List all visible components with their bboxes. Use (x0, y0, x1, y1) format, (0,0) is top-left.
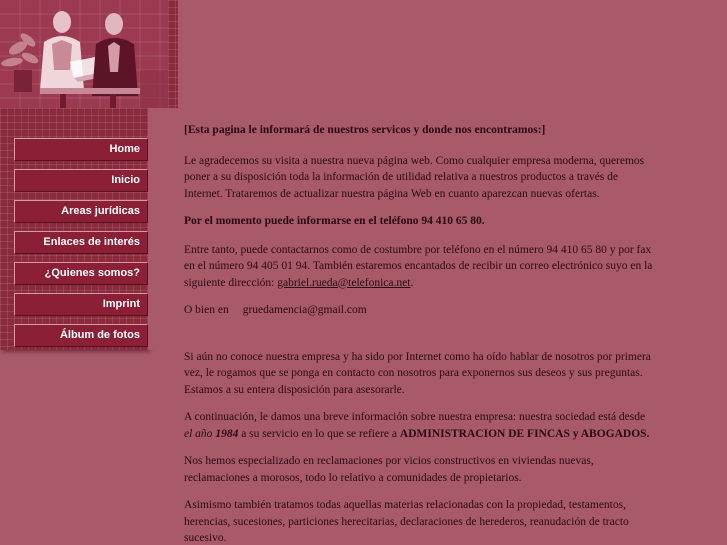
nav-inicio-button[interactable] (14, 169, 148, 192)
page-heading: [Esta pagina le informará de nuestros servicos y donde nos encontramos:] (184, 124, 546, 136)
nav-inicio-label: Inicio (111, 174, 140, 186)
nav-album-fotos-label: Álbum de fotos (59, 329, 140, 341)
nav-areas-juridicas-label: Areas jurídicas (61, 205, 140, 217)
nav-quienes-somos-label: ¿Quienes somos? (44, 267, 140, 279)
matters-paragraph: Asimismo también tratamos todas aquellas materias relacionadas con la propiedad, testamentos, herencias, sucesiones, particiones herecitarias, declaraciones de herederos, reanudación de tracto sucesivo. (184, 499, 629, 544)
nav-areas-juridicas-button[interactable] (14, 200, 148, 223)
email-link-telefonica[interactable]: gabriel.rueda@telefonica.net (277, 276, 411, 289)
alt-email-address: gruedamencia@gmail.com (242, 304, 367, 316)
about-paragraph: Si aún no conoce nuestra empresa y ha sido por Internet como ha oído hablar de nosotros por primera vez, le rogamos que se ponga en contacto con nosotros para exponernos sus deseos y sus preguntas. Estamos a su entera disposición para asesorarle. (184, 350, 651, 396)
phone-info: Por el momento puede informarse en el teléfono 94 410 65 80. (184, 215, 485, 227)
nav-home-button[interactable] (14, 138, 148, 161)
nav-enlaces-label: Enlaces de interés (43, 236, 140, 248)
alt-email-line (184, 302, 654, 319)
business-people-photo-icon (0, 0, 168, 108)
main-content (184, 120, 654, 545)
nav-imprint-label: Imprint (102, 298, 140, 310)
contact-paragraph (184, 242, 654, 292)
company-year: 1984 (215, 427, 239, 440)
company-text-b: a su servicio en lo que se refiere a (238, 427, 400, 440)
nav-enlaces-button[interactable] (14, 231, 148, 254)
company-year-prefix: el año (184, 427, 216, 440)
welcome-paragraph: Le agradecemos su visita a nuestra nueva página web. Como cualquier empresa moderna, queremos poner a su disposición toda la información de utilidad relativa a nuestros productos a través de Internet. Trataremos de actualizar nuestra página Web en cuanto aparezcan nuevas ofertas. (184, 154, 645, 200)
company-services: ADMINISTRACION DE FINCAS y ABOGADOS. (399, 427, 650, 440)
main-navigation (14, 138, 144, 355)
nav-home-label: Home (109, 143, 140, 155)
contact-text-end: . (410, 276, 414, 289)
nav-album-fotos-button[interactable] (14, 324, 148, 347)
company-paragraph (184, 409, 654, 442)
contact-text: Entre tanto, puede contactarnos como de costumbre por teléfono en el número 94 410 65 80 y por fax en el número 94 405 01 94. También estaremos encantados de recibir un correo electrónico suyo en la siguiente dirección: (184, 243, 653, 289)
layout-cut (148, 108, 178, 350)
nav-imprint-button[interactable] (14, 293, 148, 316)
company-text-a: A continuación, le damos una breve información sobre nuestra empresa: nuestra sociedad está desde (184, 411, 646, 423)
specialization-paragraph: Nos hemos especializado en reclamaciones por vicios constructivos en viviendas nuevas, reclamaciones a morosos, todo lo relativo a comunidades de propietarios. (184, 455, 594, 484)
nav-quienes-somos-button[interactable] (14, 262, 148, 285)
alt-email-label: O bien en (184, 304, 229, 316)
header-photo (0, 0, 168, 108)
